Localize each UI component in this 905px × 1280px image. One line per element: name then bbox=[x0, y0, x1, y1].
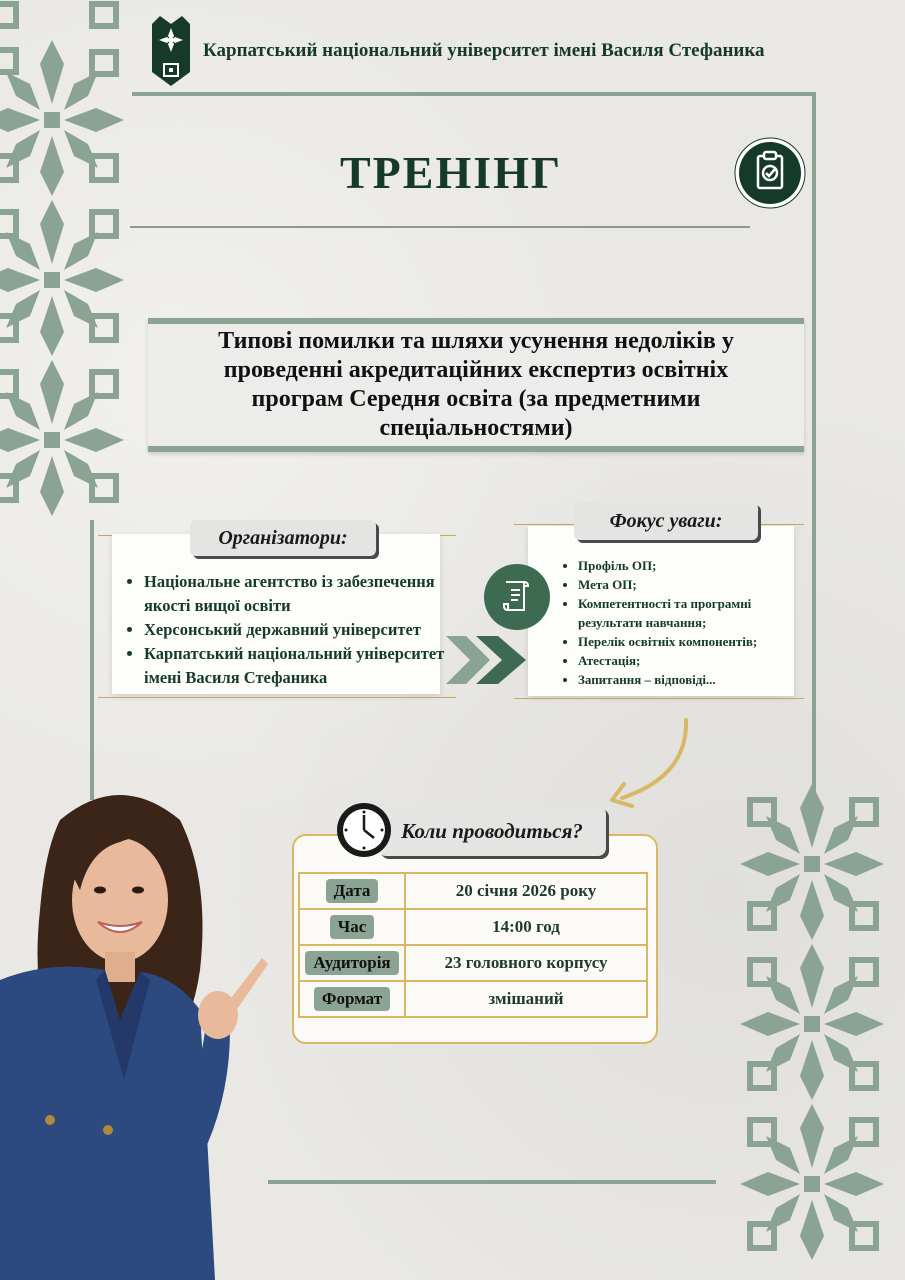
focus-label: Фокус уваги: bbox=[574, 502, 758, 540]
clock-icon bbox=[336, 802, 392, 858]
row-key: Формат bbox=[314, 987, 390, 1011]
university-name: Карпатський національний університет імені Василя Стефаника bbox=[203, 40, 765, 61]
list-item: • Херсонський державний університет bbox=[144, 618, 462, 642]
list-item: • Компетентності та програмні результати навчання; bbox=[578, 594, 808, 632]
list-item: • Мета ОП; bbox=[578, 575, 808, 594]
document-icon bbox=[484, 564, 550, 630]
schedule-table bbox=[298, 872, 648, 1018]
row-value: 23 головного корпусу bbox=[405, 945, 647, 981]
frame-right-line bbox=[812, 92, 816, 792]
training-topic bbox=[148, 318, 804, 452]
organizers-list bbox=[124, 570, 462, 690]
list-item: • Атестація; bbox=[578, 651, 808, 670]
table-row bbox=[299, 873, 647, 909]
table-row bbox=[299, 981, 647, 1017]
list-item: • Перелік освітніх компонентів; bbox=[578, 632, 808, 651]
list-item: • Профіль ОП; bbox=[578, 556, 808, 575]
clipboard-check-icon bbox=[734, 137, 806, 209]
row-value: змішаний bbox=[405, 981, 647, 1017]
row-value: 20 січня 2026 року bbox=[405, 873, 647, 909]
frame-top-line bbox=[132, 92, 816, 96]
list-item: • Карпатський національний університет імені Василя Стефаника bbox=[144, 642, 462, 690]
table-row bbox=[299, 909, 647, 945]
list-item: • Запитання – відповіді... bbox=[578, 670, 808, 689]
frame-left-line bbox=[90, 520, 94, 800]
list-item: • Національне агентство із забезпечення якості вищої освіти bbox=[144, 570, 462, 618]
curved-arrow-icon bbox=[604, 716, 696, 812]
double-arrow-icon bbox=[446, 632, 530, 688]
focus-bottom-rule bbox=[514, 698, 804, 699]
frame-bottom-line bbox=[268, 1180, 716, 1184]
page-title: ТРЕНІНГ bbox=[340, 147, 563, 198]
row-key: Дата bbox=[326, 879, 379, 903]
title-underline bbox=[130, 226, 750, 228]
woman-pointing-illustration bbox=[0, 780, 270, 1280]
organizers-label: Організатори: bbox=[190, 520, 376, 556]
left-ornament bbox=[0, 0, 130, 520]
row-key: Час bbox=[330, 915, 375, 939]
row-value: 14:00 год bbox=[405, 909, 647, 945]
right-ornament bbox=[736, 780, 905, 1280]
logo-icon bbox=[150, 14, 192, 88]
row-key: Аудиторія bbox=[305, 951, 398, 975]
training-topic-text: Типові помилки та шляхи усунення недоліків у проведенні акредитаційних експертиз освітніх програм Середня освіта (за предметними спеціальностями) bbox=[218, 328, 734, 441]
focus-list bbox=[560, 556, 808, 689]
table-row bbox=[299, 945, 647, 981]
org-bottom-rule bbox=[98, 697, 456, 698]
schedule-label: Коли проводиться? bbox=[378, 806, 606, 856]
